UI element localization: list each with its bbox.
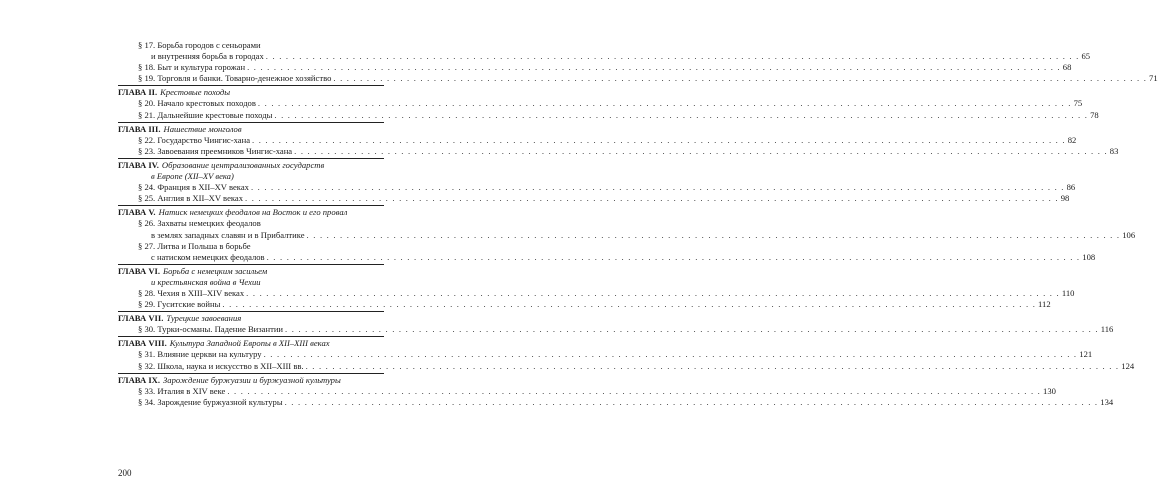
section-entry: [118, 385, 1056, 397]
section-title: § 20. Начало крестовых походов: [138, 98, 256, 109]
leader-dots: [266, 51, 1080, 62]
section-page: 116: [1100, 324, 1114, 335]
section-page: 112: [1038, 299, 1051, 310]
section-page: 134: [1100, 396, 1114, 407]
leader-dots: [267, 252, 1081, 263]
section-title: § 28. Чехия в XIII–XIV веках: [138, 287, 245, 298]
section-title: в землях западных славян и в Прибалтике: [151, 229, 305, 240]
chapter-title: Борьба с немецким засильем: [163, 265, 268, 276]
section-title: § 34. Зарождение буржуазной культуры: [138, 396, 283, 407]
chapter-label: ГЛАВА V.: [118, 207, 156, 218]
section-page: 124: [1121, 360, 1135, 371]
section-entry: [118, 396, 1114, 408]
section-title: § 30. Турки-османы. Падение Византии: [138, 324, 284, 335]
chapter-label: ГЛАВА IV.: [118, 159, 159, 170]
leader-dots: [285, 324, 1099, 335]
chapter-title: Турецкие завоевания: [166, 313, 242, 324]
section-title: § 31. Влияние церкви на культуру: [138, 349, 262, 360]
section-continuation: [118, 51, 1091, 62]
chapter-label: ГЛАВА IX.: [118, 374, 161, 385]
page-number: 200: [118, 468, 132, 478]
section-entry: [118, 349, 1093, 360]
section-page: 106: [1122, 229, 1136, 240]
section-title: § 33. Италия в XIV веке: [138, 385, 226, 396]
section-continuation: [118, 251, 1096, 263]
leader-dots: [246, 288, 1060, 299]
section-entry: [118, 145, 1119, 157]
section-page: 75: [1073, 98, 1083, 109]
section-title: § 29. Гуситские войны: [138, 299, 221, 310]
section-entry: [118, 324, 1114, 335]
chapter-heading: [118, 122, 384, 135]
section-title: § 22. Государство Чингис-хана: [138, 134, 251, 145]
table-of-contents: [118, 40, 1158, 408]
section-title: § 32. Школа, наука и искусство в XII–XIII вв.: [138, 360, 304, 371]
section-entry: [118, 134, 1077, 146]
section-page: 83: [1109, 145, 1119, 156]
chapter-heading: [118, 205, 384, 218]
section-entry: [118, 73, 1158, 84]
chapter-title: Образование централизованных государств: [161, 159, 325, 170]
section-title: § 19. Торговля и банки. Товарно-денежное хозяйство: [138, 73, 332, 84]
section-entry: [118, 62, 1072, 73]
section-entry: [118, 218, 384, 229]
leader-dots: [285, 397, 1099, 408]
section-entry: [118, 241, 384, 252]
chapter-label: ГЛАВА VIII.: [118, 338, 167, 349]
chapter-heading: [118, 336, 384, 349]
leader-dots: [307, 230, 1121, 241]
section-title: и внутренняя борьба в городах: [151, 51, 264, 62]
section-page: 78: [1090, 109, 1099, 120]
leader-dots: [222, 299, 1036, 310]
section-page: 130: [1043, 385, 1056, 396]
chapter-heading: [118, 85, 384, 98]
section-entry: [118, 182, 1076, 193]
leader-dots: [252, 135, 1066, 146]
leader-dots: [227, 386, 1041, 397]
chapter-label: ГЛАВА VI.: [118, 265, 161, 276]
section-entry: [118, 40, 384, 51]
section-entry: [118, 360, 1135, 372]
section-page: 108: [1082, 251, 1096, 262]
leader-dots: [333, 73, 1147, 84]
section-title: § 27. Литва и Польша в борьбе: [138, 240, 251, 251]
chapter-title: Нашествие монголов: [163, 123, 242, 134]
section-page: 110: [1061, 287, 1075, 298]
section-page: 68: [1062, 62, 1072, 73]
section-page: 98: [1060, 193, 1070, 204]
section-title: § 23. Завоевания преемников Чингис-хана: [138, 145, 293, 156]
chapter-title-continuation: [118, 171, 384, 182]
section-page: 86: [1066, 182, 1076, 193]
section-title: § 17. Борьба городов с сеньорами: [138, 40, 261, 50]
chapter-label: ГЛАВА III.: [118, 123, 161, 134]
leader-dots: [251, 182, 1065, 193]
leader-dots: [264, 349, 1078, 360]
section-title: § 18. Быт и культура горожан: [138, 62, 246, 73]
leader-dots: [245, 193, 1059, 204]
chapter-label: ГЛАВА VII.: [118, 313, 164, 324]
leader-dots: [274, 110, 1088, 121]
section-title: § 25. Англия в XII–XV веках: [138, 193, 244, 204]
chapter-title-continuation: [118, 277, 384, 288]
chapter-title: и крестьянская война в Чехии: [151, 276, 261, 287]
section-page: 82: [1067, 134, 1077, 145]
chapter-title: в Европе (XII–XV века): [151, 171, 234, 182]
section-title: § 21. Дальнейшие крестовые походы: [138, 109, 273, 120]
section-continuation: [118, 229, 1136, 241]
section-title: § 24. Франция в XII–XV веках: [138, 182, 249, 193]
section-entry: [118, 109, 1099, 121]
section-entry: [118, 98, 1083, 109]
chapter-title: Натиск немецких феодалов на Восток и его провал: [158, 207, 348, 218]
chapter-title: Крестовые походы: [160, 87, 231, 98]
chapter-title: Зарождение буржуазии и буржуазной культуры: [163, 374, 341, 385]
section-page: 121: [1079, 349, 1093, 360]
chapter-heading: [118, 264, 384, 277]
section-entry: [118, 287, 1075, 299]
leader-dots: [306, 361, 1120, 372]
section-page: 65: [1081, 51, 1091, 62]
section-entry: [118, 299, 1051, 310]
leader-dots: [247, 62, 1061, 73]
leader-dots: [294, 146, 1108, 157]
chapter-heading: [118, 373, 384, 386]
section-title: § 26. Захваты немецких феодалов: [138, 218, 261, 229]
leader-dots: [258, 98, 1072, 109]
chapter-label: ГЛАВА II.: [118, 87, 158, 98]
chapter-title: Культура Западной Европы в XII–XIII веках: [169, 338, 330, 349]
section-entry: [118, 193, 1070, 204]
section-page: 71: [1149, 73, 1158, 84]
chapter-heading: [118, 311, 384, 324]
chapter-heading: [118, 158, 384, 171]
section-title: с натиском немецких феодалов: [151, 251, 265, 262]
